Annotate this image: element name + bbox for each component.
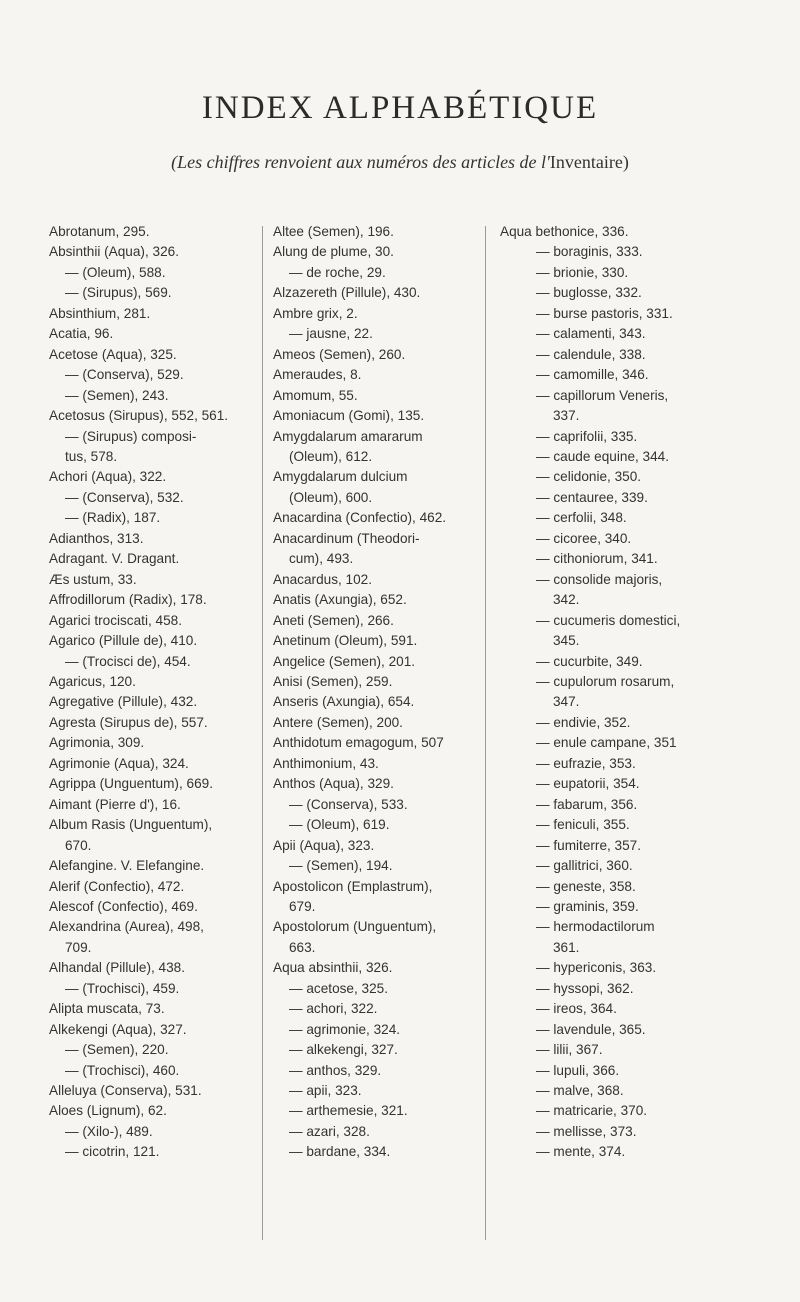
- index-entry: Alzazereth (Pillule), 430.: [273, 285, 421, 301]
- index-entry: Agregative (Pillule), 432.: [49, 694, 198, 710]
- index-column-2: [273, 222, 481, 1163]
- index-entry: Agrimonia, 309.: [49, 735, 145, 751]
- index-entry: — matricarie, 370.: [536, 1103, 648, 1119]
- index-entry: — brionie, 330.: [536, 264, 629, 280]
- index-entry: Alleluya (Conserva), 531.: [49, 1083, 202, 1099]
- index-entry: — azari, 328.: [289, 1123, 370, 1139]
- index-entry: — bardane, 334.: [289, 1144, 391, 1160]
- index-entry: — (Radix), 187.: [65, 510, 161, 526]
- index-entry: 679.: [289, 898, 316, 914]
- index-entry: — (Sirupus) composi-: [65, 428, 197, 444]
- index-entry: Antere (Semen), 200.: [273, 714, 403, 730]
- index-entry: — gallitrici, 360.: [536, 858, 633, 874]
- index-entry: Agaricus, 120.: [49, 673, 136, 689]
- index-entry: — (Conserva), 529.: [65, 367, 184, 383]
- index-entry: Acetosus (Sirupus), 552, 561.: [49, 408, 229, 424]
- index-entry: Abrotanum, 295.: [49, 224, 150, 239]
- index-entry: 342.: [553, 592, 580, 608]
- index-entry: 345.: [553, 633, 580, 649]
- index-entry: — geneste, 358.: [536, 878, 636, 894]
- index-entry: Alescof (Confectio), 469.: [49, 898, 198, 914]
- index-entry: — (Xilo-), 489.: [65, 1123, 153, 1139]
- index-entry: — feniculi, 355.: [536, 817, 630, 833]
- index-entry: Aloes (Lignum), 62.: [49, 1103, 167, 1119]
- index-entry: Absinthii (Aqua), 326.: [49, 244, 179, 260]
- index-entry: Amoniacum (Gomi), 135.: [273, 408, 425, 424]
- index-entry: Alung de plume, 30.: [273, 244, 394, 260]
- index-entry: Agresta (Sirupus de), 557.: [49, 714, 208, 730]
- index-entry: Acatia, 96.: [49, 326, 114, 342]
- index-entry: Aimant (Pierre d'), 16.: [49, 796, 181, 812]
- index-entry: — graminis, 359.: [536, 898, 639, 914]
- index-entry: Anacardinum (Theodori-: [273, 530, 420, 546]
- index-entry: — eupatorii, 354.: [536, 776, 640, 792]
- index-entry: Alipta muscata, 73.: [49, 1001, 165, 1017]
- index-entry: — hypericonis, 363.: [536, 960, 657, 976]
- index-entry: — boraginis, 333.: [536, 244, 643, 260]
- index-entry: Anetinum (Oleum), 591.: [273, 633, 418, 649]
- column-divider: [485, 226, 486, 1240]
- index-entry: Anthimonium, 43.: [273, 755, 379, 771]
- index-entry: (Oleum), 600.: [289, 489, 373, 505]
- page-subtitle: [0, 152, 800, 173]
- index-entry: — fumiterre, 357.: [536, 837, 642, 853]
- index-entry: — celidonie, 350.: [536, 469, 642, 485]
- index-entry: — de roche, 29.: [289, 264, 386, 280]
- index-entry: — caprifolii, 335.: [536, 428, 638, 444]
- index-entry: 670.: [65, 837, 92, 853]
- index-entry: — (Trochisci), 459.: [65, 980, 180, 996]
- index-entry: Amygdalarum dulcium: [273, 469, 408, 485]
- index-entry: Agarici trociscati, 458.: [49, 612, 182, 628]
- index-entry: Adragant. V. Dragant.: [49, 551, 180, 567]
- index-column-1: [49, 222, 257, 1163]
- index-entry: — eufrazie, 353.: [536, 755, 636, 771]
- index-entry: Ambre grix, 2.: [273, 305, 358, 321]
- index-entry: Album Rasis (Unguentum),: [49, 817, 213, 833]
- index-entry: — cicoree, 340.: [536, 530, 632, 546]
- index-entry: Aqua bethonice, 336.: [500, 224, 629, 239]
- index-entry: Alhandal (Pillule), 438.: [49, 960, 186, 976]
- index-entry: Agrimonie (Aqua), 324.: [49, 755, 189, 771]
- index-entry: — centauree, 339.: [536, 489, 648, 505]
- index-entry: — lilii, 367.: [536, 1042, 603, 1058]
- index-entry: — hermodactilorum: [536, 919, 655, 935]
- index-entry: — mente, 374.: [536, 1144, 626, 1160]
- index-entry: Achori (Aqua), 322.: [49, 469, 167, 485]
- index-entry: Anseris (Axungia), 654.: [273, 694, 415, 710]
- index-entry: — (Oleum), 619.: [289, 817, 390, 833]
- index-entry: Apii (Aqua), 323.: [273, 837, 375, 853]
- index-column-3: [500, 222, 762, 1163]
- index-entry: cum), 493.: [289, 551, 354, 567]
- column-divider: [262, 226, 263, 1240]
- index-entry: — buglosse, 332.: [536, 285, 642, 301]
- index-entry: — jausne, 22.: [289, 326, 373, 342]
- index-entry: — malve, 368.: [536, 1083, 624, 1099]
- index-entry: Æs ustum, 33.: [49, 571, 137, 587]
- index-entry: — cucumeris domestici,: [536, 612, 681, 628]
- index-entry: Amygdalarum amararum: [273, 428, 423, 444]
- index-entry: — (Trocisci de), 454.: [65, 653, 191, 669]
- index-entry: — ireos, 364.: [536, 1001, 617, 1017]
- index-entry: — lupuli, 366.: [536, 1062, 620, 1078]
- index-entry: — calendule, 338.: [536, 346, 646, 362]
- index-entry: Adianthos, 313.: [49, 530, 144, 546]
- index-entry: Agrippa (Unguentum), 669.: [49, 776, 213, 792]
- index-entry: — arthemesie, 321.: [289, 1103, 408, 1119]
- index-entry: Altee (Semen), 196.: [273, 224, 394, 239]
- index-entry: Angelice (Semen), 201.: [273, 653, 416, 669]
- index-entry: Anacardus, 102.: [273, 571, 372, 587]
- index-entry: (Oleum), 612.: [289, 448, 373, 464]
- index-entry: Anisi (Semen), 259.: [273, 673, 393, 689]
- index-entry: — (Conserva), 532.: [65, 489, 184, 505]
- index-entry: Anthos (Aqua), 329.: [273, 776, 394, 792]
- index-entry: Acetose (Aqua), 325.: [49, 346, 177, 362]
- index-entry: — consolide majoris,: [536, 571, 663, 587]
- index-entry: — acetose, 325.: [289, 980, 388, 996]
- index-entry: Apostolicon (Emplastrum),: [273, 878, 433, 894]
- index-entry: Ameos (Semen), 260.: [273, 346, 406, 362]
- index-entry: — (Trochisci), 460.: [65, 1062, 180, 1078]
- index-entry: — (Conserva), 533.: [289, 796, 408, 812]
- subtitle-italic: (Les chiffres renvoient aux numéros des articles de l': [171, 152, 550, 172]
- index-entry: — (Semen), 220.: [65, 1042, 169, 1058]
- index-entry: — burse pastoris, 331.: [536, 305, 673, 321]
- index-entry: 663.: [289, 939, 316, 955]
- index-entry: — cithoniorum, 341.: [536, 551, 658, 567]
- index-entry: — fabarum, 356.: [536, 796, 638, 812]
- index-entry: — calamenti, 343.: [536, 326, 646, 342]
- index-entry: — apii, 323.: [289, 1083, 362, 1099]
- index-entry: — cerfolii, 348.: [536, 510, 627, 526]
- index-entry: — mellisse, 373.: [536, 1123, 637, 1139]
- index-entry: Aqua absinthii, 326.: [273, 960, 393, 976]
- index-entry: Alerif (Confectio), 472.: [49, 878, 185, 894]
- index-entry: — (Sirupus), 569.: [65, 285, 172, 301]
- index-entry: Amomum, 55.: [273, 387, 358, 403]
- index-entry: — anthos, 329.: [289, 1062, 382, 1078]
- page-title: INDEX ALPHABÉTIQUE: [201, 90, 599, 126]
- index-entry: — capillorum Veneris,: [536, 387, 669, 403]
- index-entry: — camomille, 346.: [536, 367, 649, 383]
- index-entry: tus, 578.: [65, 448, 118, 464]
- index-entry: — (Semen), 243.: [65, 387, 169, 403]
- index-entry: — lavendule, 365.: [536, 1021, 646, 1037]
- index-entry: Anthidotum emagogum, 507: [273, 735, 444, 751]
- index-entry: Anatis (Axungia), 652.: [273, 592, 407, 608]
- index-entry: — cupulorum rosarum,: [536, 673, 675, 689]
- index-entry: 361.: [553, 939, 580, 955]
- subtitle-roman: Inventaire): [549, 152, 629, 172]
- index-entry: — achori, 322.: [289, 1001, 378, 1017]
- index-entry: 337.: [553, 408, 580, 424]
- index-entry: Alkekengi (Aqua), 327.: [49, 1021, 187, 1037]
- index-entry: — cicotrin, 121.: [65, 1144, 160, 1160]
- index-entry: 709.: [65, 939, 92, 955]
- index-entry: Ameraudes, 8.: [273, 367, 362, 383]
- index-entry: Affrodillorum (Radix), 178.: [49, 592, 207, 608]
- index-entry: Absinthium, 281.: [49, 305, 151, 321]
- index-entry: Anacardina (Confectio), 462.: [273, 510, 447, 526]
- index-entry: — (Oleum), 588.: [65, 264, 166, 280]
- index-entry: Aneti (Semen), 266.: [273, 612, 394, 628]
- index-entry: — alkekengi, 327.: [289, 1042, 398, 1058]
- index-entry: — (Semen), 194.: [289, 858, 393, 874]
- index-entry: — endivie, 352.: [536, 714, 631, 730]
- index-entry: Alexandrina (Aurea), 498,: [49, 919, 204, 935]
- index-entry: — enule campane, 351: [536, 735, 677, 751]
- index-entry: — agrimonie, 324.: [289, 1021, 401, 1037]
- index-entry: 347.: [553, 694, 580, 710]
- index-entry: Apostolorum (Unguentum),: [273, 919, 437, 935]
- index-entry: — caude equine, 344.: [536, 448, 670, 464]
- index-entry: Alefangine. V. Elefangine.: [49, 858, 205, 874]
- index-entry: — cucurbite, 349.: [536, 653, 643, 669]
- index-entry: Agarico (Pillule de), 410.: [49, 633, 198, 649]
- index-entry: — hyssopi, 362.: [536, 980, 634, 996]
